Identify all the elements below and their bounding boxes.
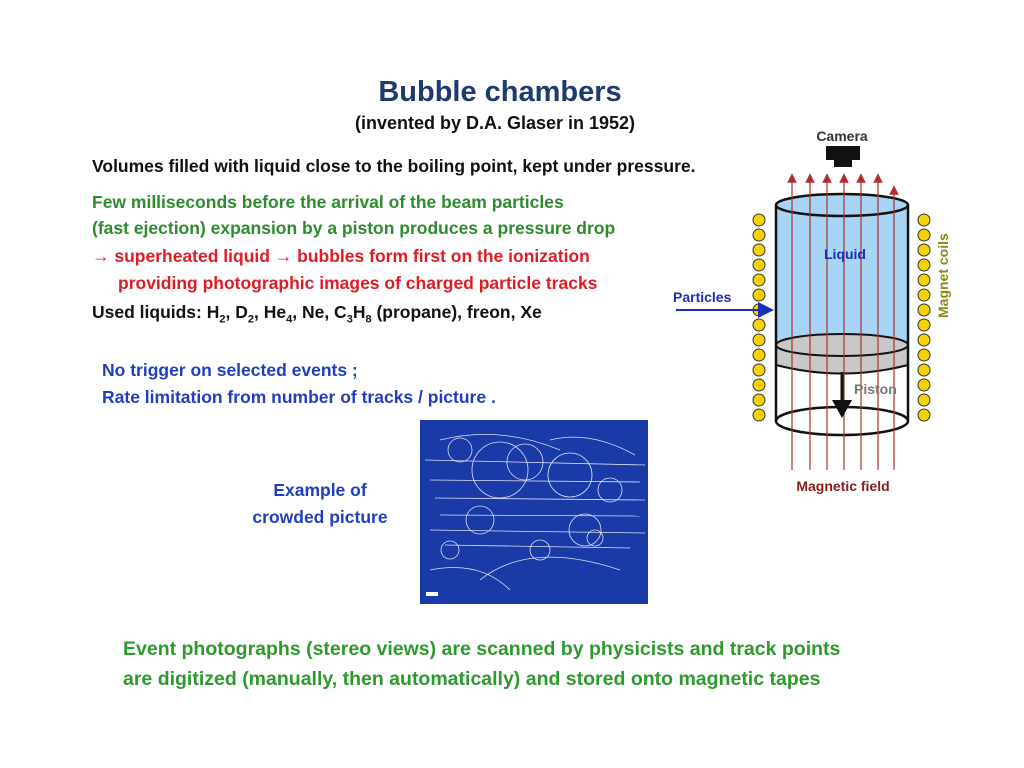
liquids-d: , D [225, 302, 248, 322]
magnet-coils-left [753, 214, 765, 421]
bubble-chamber-diagram [660, 120, 990, 510]
trigger-text-line-2: Rate limitation from number of tracks / picture . [102, 387, 496, 407]
particles-label: Particles [673, 289, 732, 305]
green-text-line-1: Few milliseconds before the arrival of the beam particles [92, 192, 564, 212]
liquids-ne: , Ne, C [292, 302, 347, 322]
slide-title: Bubble chambers [378, 76, 622, 108]
example-label-line-1: Example of [273, 480, 367, 500]
piston-label: Piston [854, 381, 897, 397]
magnet-coils-right [918, 214, 930, 421]
liquids-h: H [352, 302, 366, 322]
red-text-bubbles: bubbles form first on the ionization [292, 246, 590, 266]
magnet-coils-label: Magnet coils [935, 233, 951, 318]
liquids-he: , He [254, 302, 287, 322]
green-text-line-2: (fast ejection) expansion by a piston produces a pressure drop [92, 218, 616, 238]
intro-text: Volumes filled with liquid close to the boiling point, kept under pressure. [92, 156, 696, 176]
sub-c3: 3 [346, 313, 353, 326]
red-text-superheated: superheated liquid [109, 246, 275, 266]
camera-label: Camera [816, 128, 868, 144]
sub-he4: 4 [286, 313, 293, 326]
liquids-prefix: Used liquids: H [92, 302, 220, 322]
example-label-line-2: crowded picture [252, 507, 388, 527]
trigger-text-line-1: No trigger on selected events ; [102, 360, 358, 380]
track-pattern [420, 420, 648, 604]
liquids-suffix: (propane), freon, Xe [371, 302, 542, 322]
red-text-line-2: providing photographic images of charged particle tracks [118, 273, 598, 293]
camera-icon [826, 146, 860, 167]
arrow-right-icon: → [274, 246, 293, 266]
slide-subtitle: (invented by D.A. Glaser in 1952) [354, 113, 636, 133]
magnetic-field-label: Magnetic field [796, 478, 890, 494]
liquid-region [776, 205, 908, 354]
bottom-text-line-2: are digitized (manually, then automatically) and stored onto magnetic tapes [123, 668, 821, 690]
used-liquids-text [92, 302, 542, 326]
arrow-right-icon: → [92, 246, 110, 266]
red-text-line-1 [92, 246, 590, 267]
bottom-text-line-1: Event photographs (stereo views) are scanned by physicists and track points [123, 638, 841, 660]
sub-h2: 2 [219, 313, 226, 326]
sub-h8: 8 [365, 313, 372, 326]
bubble-chamber-photo [420, 420, 648, 604]
liquid-label: Liquid [824, 246, 866, 262]
sub-d2: 2 [247, 313, 254, 326]
chamber-top [776, 194, 908, 216]
